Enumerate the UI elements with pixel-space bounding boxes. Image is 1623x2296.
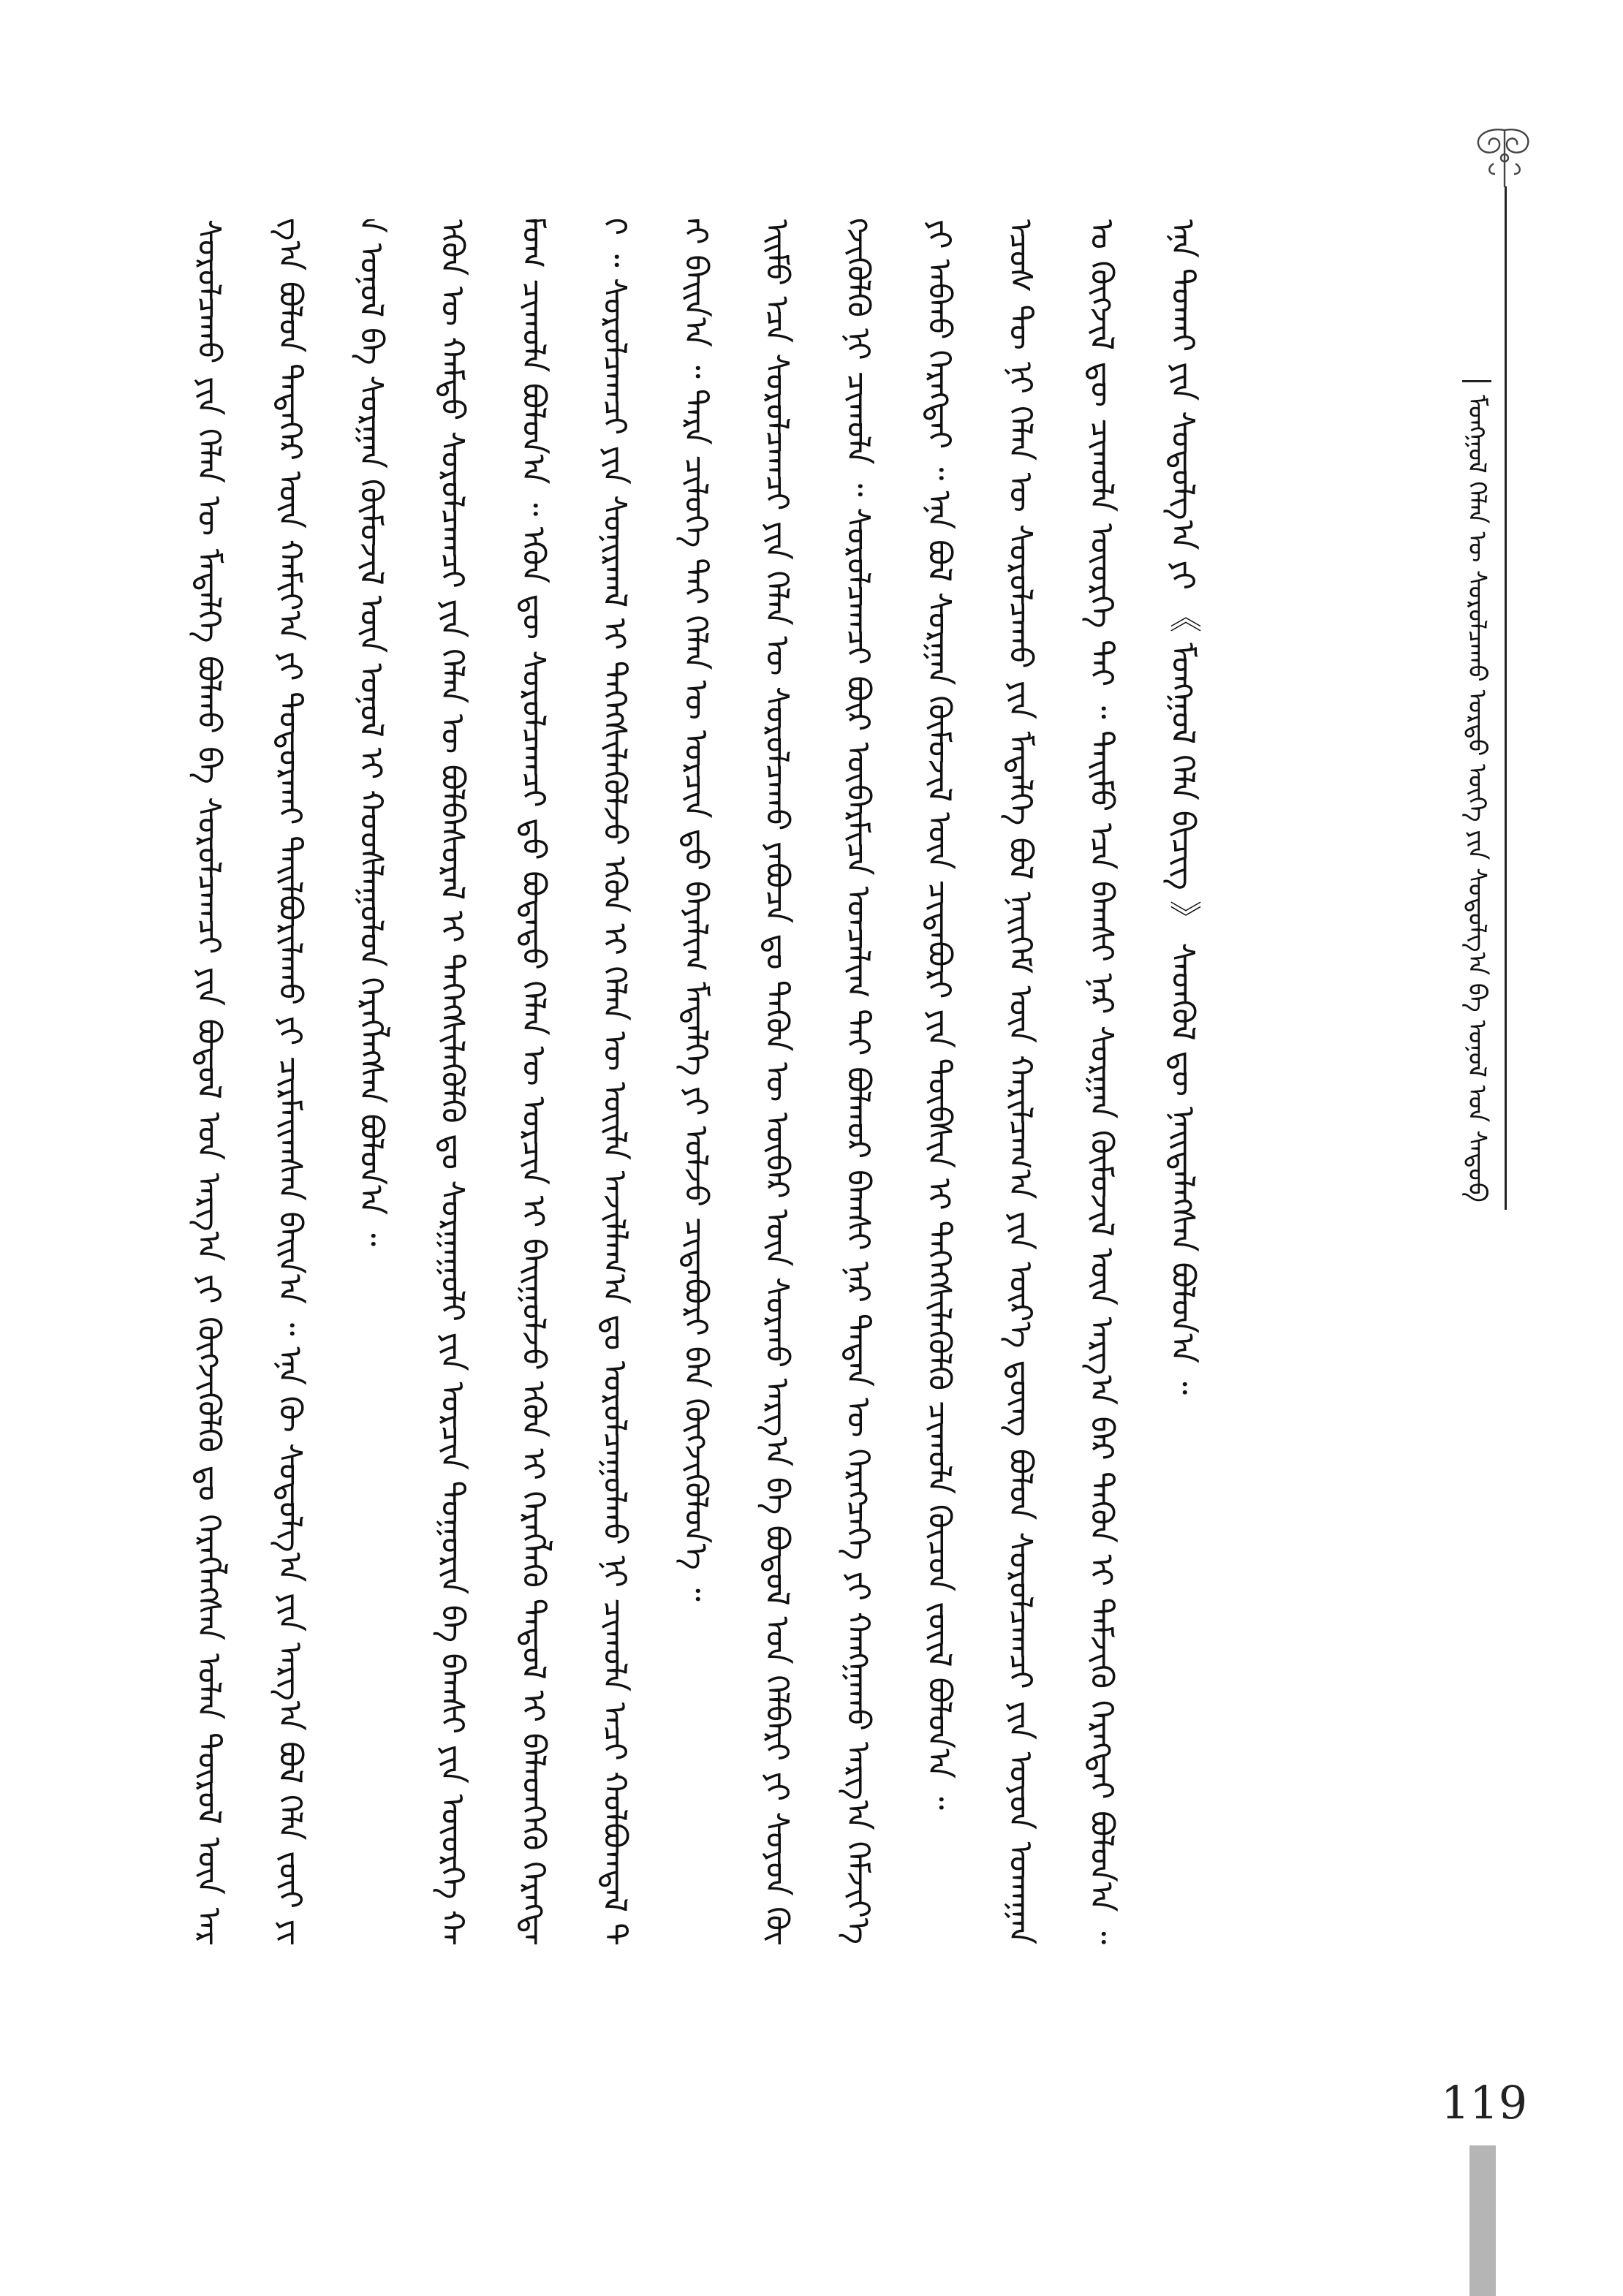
scroll-ornament-icon [1459, 124, 1539, 190]
body-text [168, 219, 1433, 1944]
page-edge-tab [1469, 2145, 1496, 2296]
paragraph: ᠰᠤᠷᠤᠯᠴᠠᠬᠤ ᠶᠢᠨ ᠬᠡᠯᠡᠨ ᠦ ᠮᠡᠳᠡᠯᠭᠡ ᠪᠣᠯᠬᠣ ᠪᠠ ᠰᠤᠷᠤᠯᠴᠠᠭᠴᠢ ᠶᠢᠨ ᠪᠤᠳᠤᠯ ᠤᠨ ᠠᠷᠭ᠎ᠠ ᠶᠢ ᠬᠦᠭᠵᠢᠭᠦᠯᠬᠦ ᠳᠤ ᠬᠡᠷᠡᠭᠯᠡᠭᠰᠡᠨ ᠣᠯᠠᠨ ᠲᠦᠷᠦᠯ ᠦᠨ ᠠᠷᠭ᠎ᠠ ᠪᠣᠯᠤᠨ ᠲᠡᠳᠡᠭᠡᠷ ᠦᠨ ᠬᠠᠮᠢᠶ᠎ᠠ ᠶᠢ ᠲᠣᠳᠣᠷᠬᠠᠢ ᠲᠠᠢᠯᠪᠤᠷᠢᠯᠠᠬᠤ ᠶᠢ ᠴᠢᠷᠮᠠᠢᠭᠰᠠᠨ ᠪᠠᠢᠨ᠎ᠠ ᠃ ᠡᠨᠡ ᠬᠦ ᠰᠤᠳᠤᠯᠭ᠎ᠠ ᠶᠢᠨ ᠠᠷᠭ᠎ᠠ ᠪᠣᠯ ᠬᠡᠯᠡ ᠵᠦᠢ ᠶᠢᠨ ᠣᠨᠤᠯ ᠪᠠ ᠰᠤᠷᠭᠠᠨ ᠬᠦᠮᠦᠵᠢᠯ ᠦᠨ ᠣᠨᠤᠯ ᠢ ᠬᠣᠣᠰᠯᠠᠭᠤᠯᠤᠨ ᠬᠡᠷᠡᠭᠯᠡᠭᠰᠡᠨ ᠪᠣᠯᠤᠨ᠎ᠠ ᠃ [190, 219, 390, 1944]
paragraph: ᠡᠢᠮᠦ ᠡᠴᠡ ᠰᠤᠷᠤᠯᠴᠠᠭᠴᠢ ᠶᠢᠨ ᠬᠡᠯᠡᠨ ᠦ ᠰᠤᠷᠤᠯᠴᠠᠬᠤ ᠶᠠᠪᠤᠴᠠ ᠳᠤ ᠲᠡᠭᠦᠨ ᠦ ᠦᠪᠡᠷ ᠦᠨ ᠰᠤᠷᠬᠤ ᠠᠷᠭ᠎ᠠ ᠪᠠ ᠪᠣᠳᠣᠯ ᠤᠨ ᠬᠡᠯᠪᠡᠷᠢ ᠶᠢ ᠰᠣᠶᠣᠨ ᠬᠦᠭᠵᠢᠭᠦᠯᠬᠦ ᠨᠢ ᠴᠢᠬᠤᠯᠠ ᠃ ᠰᠤᠷᠤᠯᠴᠠᠭᠴᠢ ᠪᠦᠷ ᠦᠪᠡᠷᠮᠢᠴᠡ ᠣᠨᠴᠠᠯᠢᠭ ᠲᠠᠢ ᠪᠣᠯᠬᠣᠷ ᠪᠠᠭᠰᠢ ᠨᠠᠷ ᠲᠡᠳᠡᠨ ᠦ ᠬᠡᠷᠡᠭᠴᠡᠭᠡ ᠶᠢ ᠬᠠᠩᠭᠠᠬᠤ ᠠᠷᠭ᠎ᠠ ᠬᠡᠮᠵᠢᠶ᠎ᠡ ᠶᠢ ᠠᠪᠬᠤ ᠬᠡᠷᠡᠭᠲᠡᠢ ᠃ ᠡᠨᠡ ᠪᠣᠯ ᠰᠤᠷᠭᠠᠨ ᠬᠦᠮᠦᠵᠢᠯ ᠦᠨ ᠴᠢᠳᠠᠪᠤᠷᠢ ᠶᠢᠨ ᠲᠦᠪᠰᠢᠨ ᠢ ᠳᠡᠭᠡᠭᠰᠢᠯᠡᠭᠦᠯᠬᠦ ᠴᠢᠬᠤᠯᠠ ᠬᠦᠴᠦᠨ ᠵᠦᠢᠯ ᠪᠣᠯᠤᠨ᠎ᠠ ᠃ [758, 219, 958, 1944]
paragraph: ᠡᠴᠦᠰ ᠲᠦ ᠨᠢ ᠬᠡᠯᠡᠨ ᠦ ᠰᠤᠷᠤᠯᠴᠠᠬᠤ ᠶᠢᠨ ᠮᠡᠳᠡᠯᠭᠡ ᠪᠣᠯ ᠨᠡᠢᠭᠡᠮ ᠦᠨ ᠬᠠᠷᠢᠯᠴᠠᠭ᠎ᠠ ᠶᠢᠨ ᠦᠷ᠎ᠡ ᠳ᠋ᠦᠩ ᠪᠣᠯᠤᠨ ᠰᠤᠷᠤᠯᠴᠠᠭᠴᠢ ᠶᠢᠨ ᠣᠶᠤᠨ ᠤᠬᠠᠭᠠᠨ ᠤ ᠬᠦᠭᠵᠢᠯ ᠳᠦ ᠴᠢᠬᠤᠯᠠ ᠦᠦᠷᠭᠡ ᠲᠠᠢ ᠃ ᠲᠡᠢᠮᠦ ᠡᠴᠡ ᠪᠠᠭᠰᠢ ᠨᠠᠷ ᠰᠤᠷᠭᠠᠨ ᠬᠦᠮᠦᠵᠢᠯ ᠦᠨ ᠠᠷᠭ᠎ᠠ ᠪᠠᠷ ᠲᠡᠭᠦᠨ ᠢ ᠳᠡᠮᠵᠢᠬᠦ ᠬᠡᠷᠡᠭᠲᠡᠢ ᠪᠣᠯᠤᠨ᠎ᠠ ᠃ ᠡᠨᠡ ᠲᠤᠬᠠᠢ ᠶᠢᠨ ᠰᠤᠳᠤᠯᠭ᠎ᠠ ᠶᠢ 《 ᠮᠣᠩᠭᠣᠯ ᠬᠡᠯᠡ ᠪᠢᠴᠢᠭ 》 ᠰᠡᠳᠭᠦᠯ ᠳᠦ ᠨᠡᠢᠲᠡᠯᠡᠭᠰᠡᠨ ᠪᠣᠯᠤᠨ᠎ᠠ ᠃ [1002, 219, 1201, 1944]
running-header: ᠮᠣᠩᠭᠣᠯ ᠬᠡᠯᠡᠨ ᠦ ᠰᠤᠷᠤᠯᠴᠠᠬᠤ ᠤᠷᠲᠤ ᠦᠭᠡ ᠶᠢᠨ ᠰᠤᠳᠤᠯᠭ᠎ᠠ ᠪᠠ ᠣᠨᠤᠯ ᠤᠨ ᠰᠡᠳᠦᠪ [1462, 395, 1491, 1202]
header-dash [1462, 380, 1491, 382]
page-number: 119 [1440, 2076, 1528, 2129]
paragraph: ᠡᠭᠦᠨ ᠦ ᠬᠠᠮᠲᠤ ᠰᠤᠷᠤᠯᠴᠠᠭᠴᠢ ᠶᠢᠨ ᠬᠡᠯᠡᠨ ᠦ ᠪᠣᠯᠪᠠᠰᠤᠷᠠᠯ ᠢ ᠳᠡᠭᠡᠭᠰᠢᠯᠡᠭᠦᠯᠬᠦ ᠳᠤ ᠰᠤᠷᠭᠠᠭᠤᠯᠢ ᠶᠢᠨ ᠣᠷᠴᠢᠨ ᠲᠣᠭᠣᠷᠢᠨ ᠪᠠ ᠪᠠᠭᠰᠢ ᠶᠢᠨ ᠦᠦᠷᠭᠡ ᠬᠠᠮᠤᠭ ᠴᠢᠬᠤᠯᠠ ᠪᠣᠯᠤᠨ᠎ᠠ ᠃ ᠡᠭᠦᠨ ᠳᠦ ᠰᠤᠷᠤᠯᠴᠠᠭᠴᠢ ᠳ᠋ᠤ ᠪᠣᠳᠠᠲᠤ ᠬᠡᠯᠡᠨ ᠦ ᠣᠷᠴᠢᠨ ᠢ ᠪᠠᠢᠭᠤᠯᠵᠤ ᠡᠭᠦᠨ ᠢ ᠬᠡᠷᠡᠭᠯᠡᠬᠦ ᠳᠠᠳᠤᠯ ᠢ ᠪᠡᠯᠡᠳᠬᠡᠬᠦ ᠬᠡᠷᠡᠭᠲᠡᠢ ᠃ ᠰᠤᠷᠤᠯᠴᠠᠭᠴᠢ ᠶᠢᠨ ᠰᠣᠨᠢᠷᠬᠠᠯ ᠢ ᠳᠡᠭᠡᠭᠰᠢᠯᠡᠭᠦᠯᠵᠦ ᠡᠭᠦᠨ ᠢ ᠬᠡᠯᠡᠨ ᠦ ᠦᠢᠯᠡ ᠠᠵᠢᠯᠯᠠᠭ᠎ᠠ ᠳᠤ ᠣᠷᠣᠯᠴᠠᠭᠤᠯᠬᠤ ᠨᠢ ᠴᠢᠬᠤᠯᠠ ᠠᠴᠢ ᠬᠣᠯᠪᠣᠭᠳᠠᠯ ᠲᠠᠢ ᠪᠠᠢᠨ᠎ᠠ ᠃ ᠲᠡᠷᠡ ᠴᠢᠯᠦᠭᠡ ᠲᠠᠢ ᠬᠡᠯᠡᠨ ᠦ ᠣᠷᠴᠢᠨ ᠳ᠋ᠤ ᠪᠠᠶᠠᠯᠢᠭ ᠮᠡᠳᠡᠯᠭᠡ ᠶᠢ ᠣᠯᠵᠤ ᠴᠢᠳᠠᠪᠤᠷᠢ ᠪᠠᠨ ᠬᠦᠭᠵᠢᠭᠦᠯᠦᠨ᠎ᠡ ᠃ [434, 219, 714, 1944]
